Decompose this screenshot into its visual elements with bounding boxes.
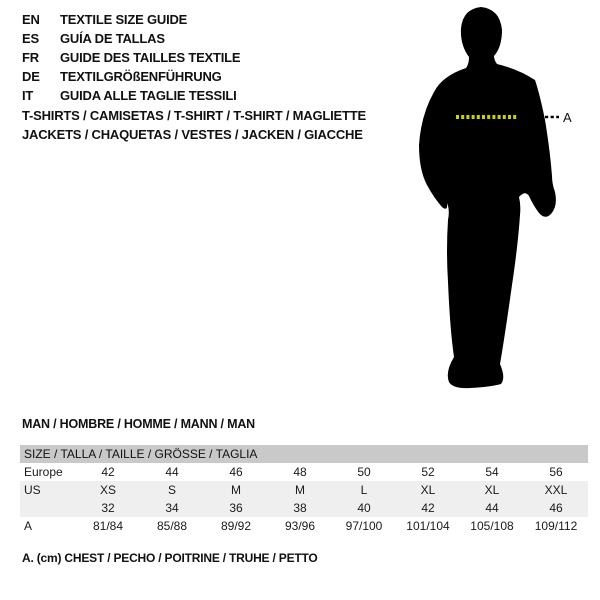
language-row-en bbox=[22, 10, 240, 29]
language-code: IT bbox=[22, 88, 34, 103]
size-cell: 34 bbox=[140, 499, 204, 517]
size-cell: XL bbox=[460, 481, 524, 499]
size-cell: 89/92 bbox=[220, 519, 252, 533]
size-table bbox=[20, 445, 588, 535]
size-cell: M bbox=[204, 481, 268, 499]
language-code: DE bbox=[22, 69, 40, 84]
language-label: TEXTILGRÖßENFÜHRUNG bbox=[60, 69, 222, 84]
size-cell: S bbox=[140, 481, 204, 499]
language-row-it bbox=[22, 86, 240, 105]
size-cell: 56 bbox=[549, 465, 563, 479]
category-line-tshirts: T-SHIRTS / CAMISETAS / T-SHIRT / T-SHIRT / MAGLIETTE bbox=[22, 108, 366, 123]
size-cell: XL bbox=[396, 481, 460, 499]
size-cell: 38 bbox=[268, 499, 332, 517]
row-label: US bbox=[20, 481, 76, 499]
language-code: ES bbox=[22, 31, 39, 46]
size-cell: 46 bbox=[229, 465, 243, 479]
language-label: TEXTILE SIZE GUIDE bbox=[60, 12, 188, 27]
table-row-europe bbox=[20, 463, 588, 481]
language-list bbox=[22, 10, 240, 105]
language-code: FR bbox=[22, 50, 39, 65]
size-cell: M bbox=[268, 481, 332, 499]
row-label bbox=[20, 499, 76, 517]
size-table-header-row bbox=[20, 445, 588, 463]
size-cell: 105/108 bbox=[470, 519, 514, 533]
size-cell: 109/112 bbox=[534, 519, 578, 533]
measure-label-a: A bbox=[563, 110, 572, 125]
language-row-es bbox=[22, 29, 240, 48]
table-row-a-chest bbox=[20, 517, 588, 535]
size-cell: 42 bbox=[396, 499, 460, 517]
size-cell: 32 bbox=[76, 499, 140, 517]
table-row-us bbox=[20, 481, 588, 499]
language-row-de bbox=[22, 67, 240, 86]
size-table-header: SIZE / TALLA / TAILLE / GRÖSSE / TAGLIA bbox=[20, 445, 588, 463]
size-cell: 40 bbox=[332, 499, 396, 517]
measurement-footnote: A. (cm) CHEST / PECHO / POITRINE / TRUHE / PETTO bbox=[22, 551, 318, 565]
man-silhouette-figure bbox=[390, 0, 600, 410]
language-code: EN bbox=[22, 12, 40, 27]
row-label: Europe bbox=[24, 465, 63, 479]
size-cell: 81/84 bbox=[92, 519, 124, 533]
size-cell: 46 bbox=[524, 499, 588, 517]
size-cell: 52 bbox=[421, 465, 435, 479]
size-cell: 44 bbox=[460, 499, 524, 517]
table-row-unlabeled bbox=[20, 499, 588, 517]
size-cell: 101/104 bbox=[406, 519, 450, 533]
size-cell: 42 bbox=[101, 465, 115, 479]
size-cell: XXL bbox=[524, 481, 588, 499]
language-label: GUIDE DES TAILLES TEXTILE bbox=[60, 50, 241, 65]
size-cell: L bbox=[332, 481, 396, 499]
size-cell: 48 bbox=[293, 465, 307, 479]
size-cell: 93/96 bbox=[284, 519, 316, 533]
man-silhouette bbox=[419, 7, 556, 388]
size-cell: 44 bbox=[165, 465, 179, 479]
language-label: GUÍA DE TALLAS bbox=[60, 31, 165, 46]
size-cell: 85/88 bbox=[156, 519, 188, 533]
size-cell: XS bbox=[76, 481, 140, 499]
language-label: GUIDA ALLE TAGLIE TESSILI bbox=[60, 88, 237, 103]
category-titles bbox=[22, 106, 366, 144]
size-cell: 36 bbox=[204, 499, 268, 517]
size-cell: 50 bbox=[357, 465, 371, 479]
row-label: A bbox=[24, 519, 33, 533]
section-title-man: MAN / HOMBRE / HOMME / MANN / MAN bbox=[22, 417, 255, 431]
category-line-jackets: JACKETS / CHAQUETAS / VESTES / JACKEN / GIACCHE bbox=[22, 127, 363, 142]
size-cell: 97/100 bbox=[345, 519, 383, 533]
size-cell: 54 bbox=[485, 465, 499, 479]
language-row-fr bbox=[22, 48, 240, 67]
